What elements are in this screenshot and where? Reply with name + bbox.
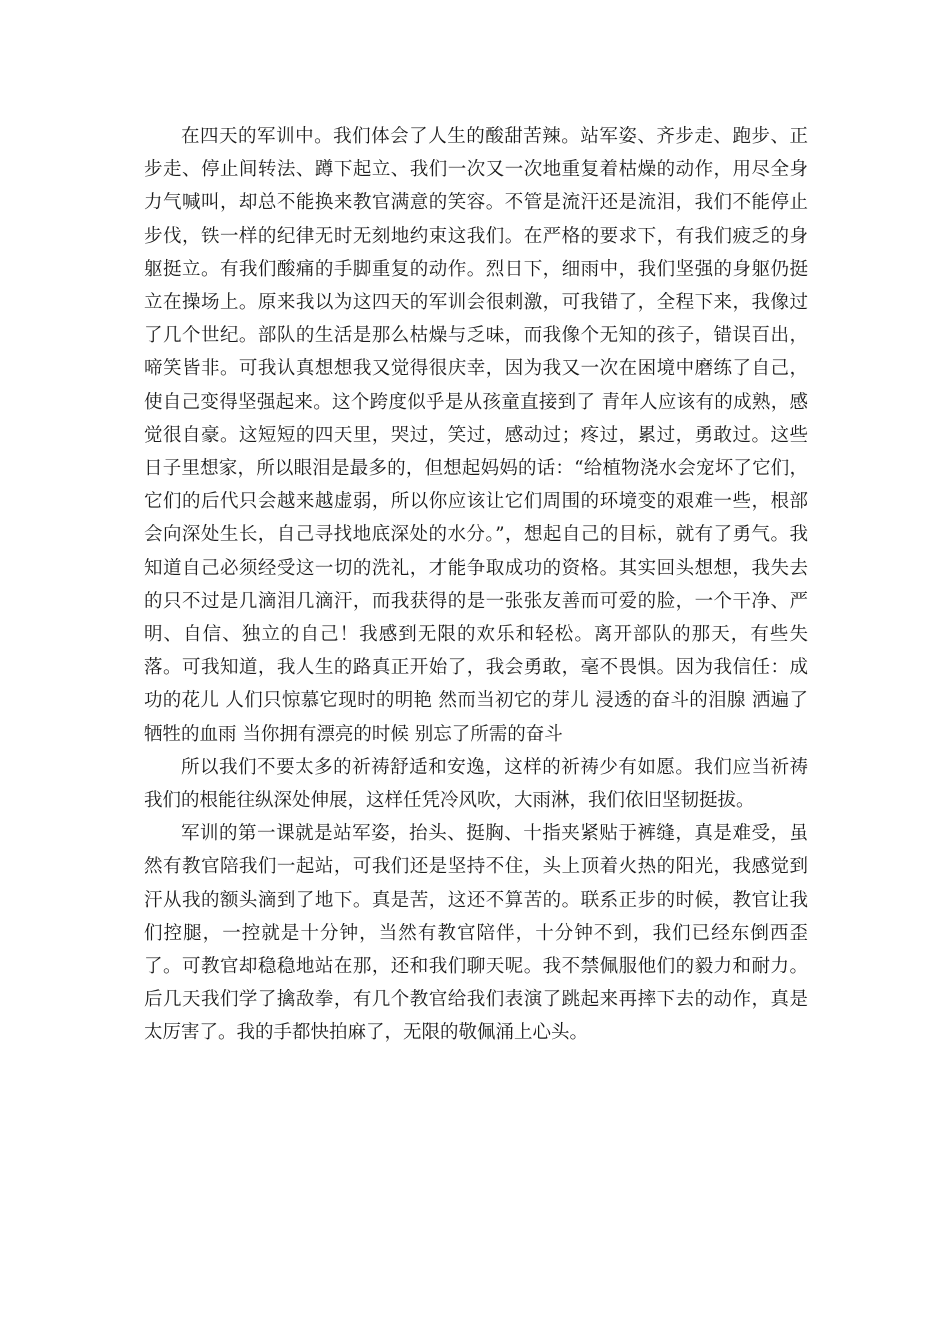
paragraph-2: 所以我们不要太多的祈祷舒适和安逸，这样的祈祷少有如愿。我们应当祈祷我们的根能往纵深处伸展，这样任凭冷风吹，大雨淋，我们依旧坚韧挺拔。 bbox=[144, 756, 808, 812]
paragraph-3: 军训的第一课就是站军姿，抬头、挺胸、十指夹紧贴于裤缝，真是难受，虽然有教官陪我们一起站，可我们还是坚持不住，头上顶着火热的阳光，我感觉到汗从我的额头滴到了地下。真是苦，这还不算苦的。联系正步的时候，教官让我们控腿，一控就是十分钟，当然有教官陪伴，十分钟不到，我们已经东倒西歪了。可教官却稳稳地站在那，还和我们聊天呢。我不禁佩服他们的毅力和耐力。后几天我们学了擒敌拳，有几个教官给我们表演了跳起来再摔下去的动作，真是太厉害了。我的手都快拍麻了，无限的敬佩涌上心头。 bbox=[144, 823, 808, 1044]
document-body bbox=[144, 120, 808, 1050]
paragraph-1: 在四天的军训中。我们体会了人生的酸甜苦辣。站军姿、齐步走、跑步、正步走、停止间转法、蹲下起立、我们一次又一次地重复着枯燥的动作，用尽全身力气喊叫，却总不能换来教官满意的笑容。不管是流汗还是流泪，我们不能停止步伐，铁一样的纪律无时无刻地约束这我们。在严格的要求下，有我们疲乏的身躯挺立。有我们酸痛的手脚重复的动作。烈日下，细雨中，我们坚强的身躯仍挺立在操场上。原来我以为这四天的军训会很刺激，可我错了，全程下来，我像过了几个世纪。部队的生活是那么枯燥与乏味，而我像个无知的孩子，错误百出，啼笑皆非。可我认真想想我又觉得很庆幸，因为我又一次在困境中磨练了自己，使自己变得坚强起来。这个跨度似乎是从孩童直接到了 青年人应该有的成熟，感觉很自豪。这短短的四天里，哭过，笑过，感动过；疼过，累过，勇敢过。这些日子里想家，所以眼泪是最多的，但想起妈妈的话：“给植物浇水会宠坏了它们，它们的后代只会越来越虚弱，所以你应该让它们周围的环境变的艰难一些，根部会向深处生长，自己寻找地底深处的水分。”，想起自己的目标，就有了勇气。我知道自己必须经受这一切的洗礼，才能争取成功的资格。其实回头想想，我失去的只不过是几滴泪几滴汗，而我获得的是一张张友善而可爱的脸，一个干净、严明、自信、独立的自己！我感到无限的欢乐和轻松。离开部队的那天，有些失落。可我知道，我人生的路真正开始了，我会勇敢，毫不畏惧。因为我信任：成功的花儿 人们只惊慕它现时的明艳 然而当初它的芽儿 浸透的奋斗的泪腺 洒遍了牺牲的血雨 当你拥有漂亮的时候 别忘了所需的奋斗 bbox=[144, 126, 808, 745]
